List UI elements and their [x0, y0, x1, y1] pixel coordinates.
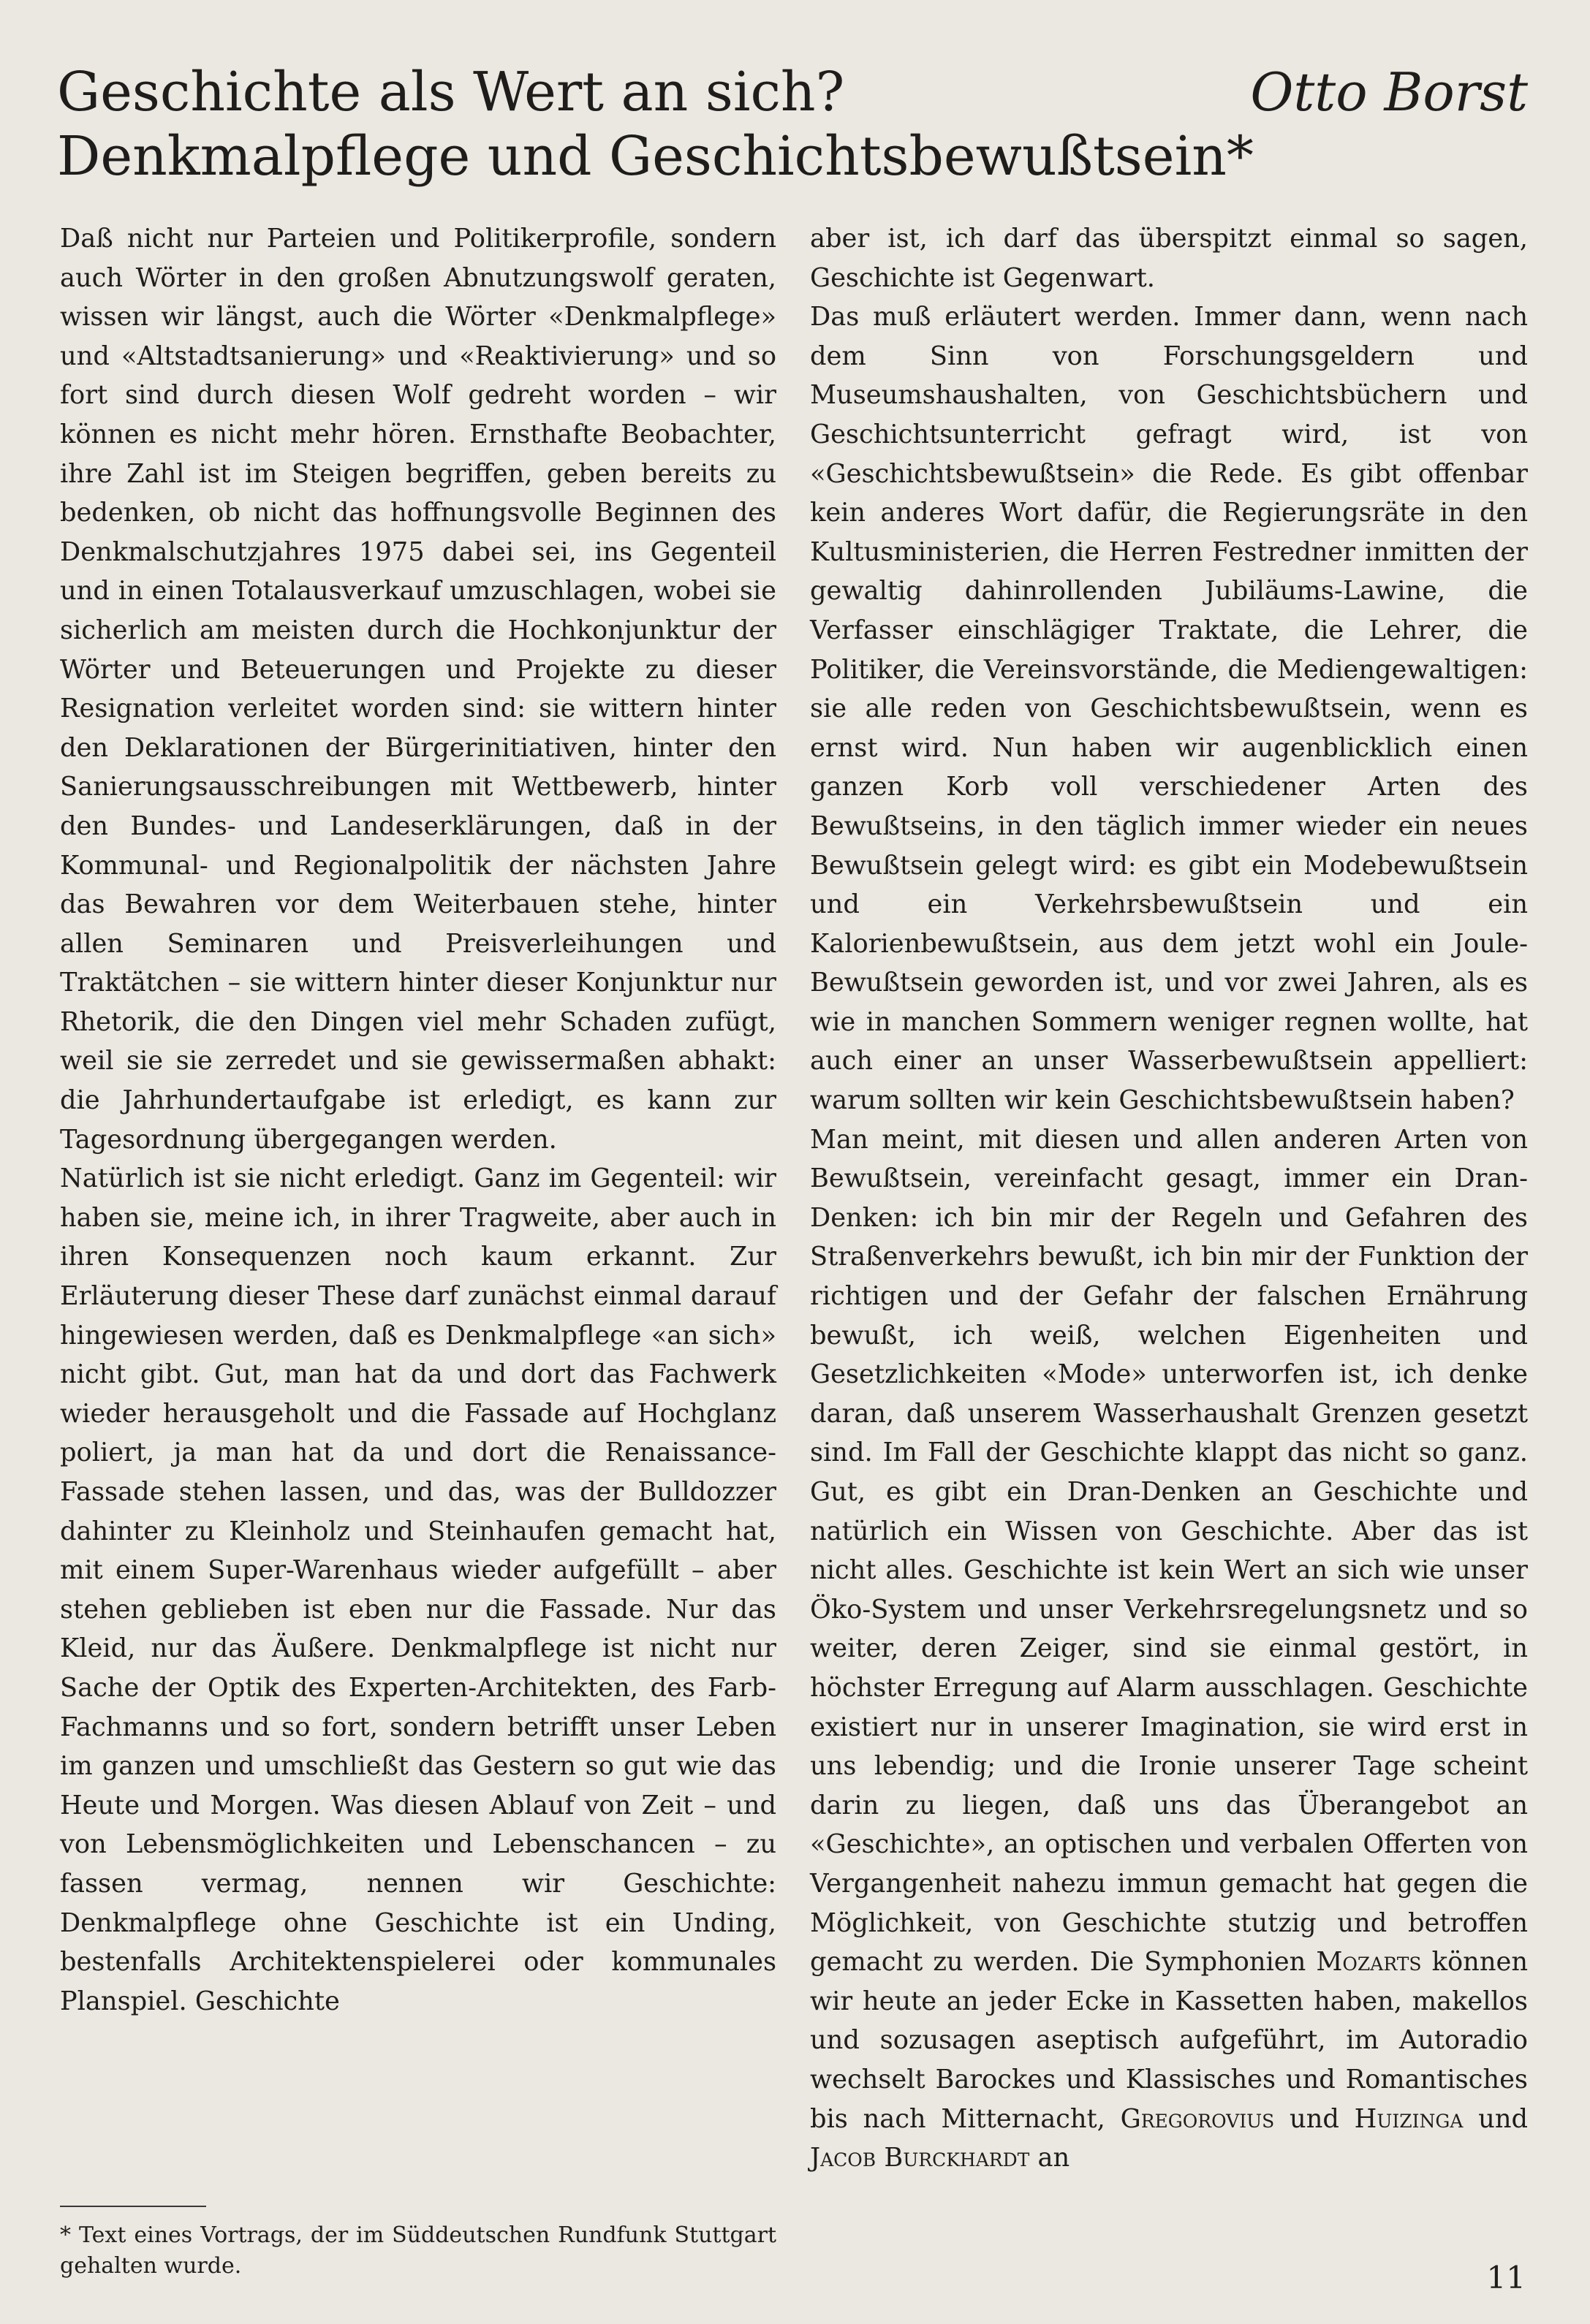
paragraph-text: können wir heute an jeder Ecke in Kassetten haben, makellos und sozusagen aseptisch aufgeführt, im Autoradio wechselt Barockes und Klassisches und Romantisches bis nach Mitternacht, [810, 1947, 1528, 2134]
person-name: Gregorovius [1120, 2103, 1275, 2134]
article-title [57, 60, 1300, 189]
person-name: Jacob Burckhardt [810, 2143, 1030, 2173]
paragraph-text: und [1290, 2103, 1339, 2134]
page-number: 11 [1486, 2260, 1526, 2295]
title-line-2: Denkmalpflege und Geschichtsbewußtsein* [57, 125, 1254, 188]
title-line-1: Geschichte als Wert an sich? [57, 61, 845, 124]
paragraph-text: an [1037, 2143, 1070, 2173]
left-column [60, 219, 776, 2021]
footnote-divider [60, 2206, 206, 2207]
paragraph-text: Man meint, mit diesen und allen anderen Arten von Bewußtsein, vereinfacht gesagt, immer ein Dran-Denken: ich bin mir der Regeln und Gefahren des Straßenverkehrs bewußt, ich bin mir der Funktion der richtigen und der Gefahr der falschen Ernährung bewußt, ich weiß, welchen Eigenheiten und Gesetzlichkeiten «Mode» unterworfen ist, ich denke daran, daß unserem Wasserhaushalt Grenzen gesetzt sind. Im Fall der Geschichte klappt das nicht so ganz. Gut, es gibt ein Dran-Denken an Geschichte und natürlich ein Wissen von Geschichte. Aber das ist nicht alles. Geschichte ist kein Wert an sich wie unser Öko-System und unser Verkehrsregelungsnetz und so weiter, deren Zeiger, sind sie einmal gestört, in höchster Erregung auf Alarm ausschlagen. Geschichte existiert nur in unserer Imagination, sie wird erst in uns lebendig; und die Ironie unserer Tage scheint darin zu liegen, daß uns das Überangebot an «Geschichte», an optischen und verbalen Offerten von Vergangenheit nahezu immun gemacht hat gegen die Möglichkeit, von Geschichte stutzig und betroffen gemacht zu werden. Die Symphonien [810, 1124, 1528, 1978]
paragraph-text: und [1478, 2103, 1529, 2134]
paragraph: Natürlich ist sie nicht erledigt. Ganz im Gegenteil: wir haben sie, meine ich, in ihrer Tragweite, aber auch in ihren Konsequenzen noch kaum erkannt. Zur Erläuterung dieser These darf zunächst einmal darauf hingewiesen werden, daß es Denkmalpflege «an sich» nicht gibt. Gut, man hat da und dort das Fachwerk wieder herausgeholt und die Fassade auf Hochglanz poliert, ja man hat da und dort die Renaissance-Fassade stehen lassen, und das, was der Bulldozzer dahinter zu Kleinholz und Steinhaufen gemacht hat, mit einem Super-Warenhaus wieder aufgefüllt – aber stehen geblieben ist eben nur die Fassade. Nur das Kleid, nur das Äußere. Denkmalpflege ist nicht nur Sache der Optik des Experten-Architekten, des Farb-Fachmanns und so fort, sondern betrifft unser Leben im ganzen und umschließt das Gestern so gut wie das Heute und Morgen. Was diesen Ablauf von Zeit – und von Lebensmöglichkeiten und Lebenschancen – zu fassen vermag, nennen wir Geschichte: Denkmalpflege ohne Geschichte ist ein Unding, bestenfalls Architektenspielerei oder kommunales Planspiel. Geschichte [60, 1163, 776, 2016]
paragraph: aber ist, ich darf das überspitzt einmal so sagen, Geschichte ist Gegenwart. [810, 224, 1528, 293]
footnote: * Text eines Vortrags, der im Süddeutschen Rundfunk Stuttgart gehalten wurde. [60, 2222, 776, 2279]
person-name: Mozarts [1316, 1947, 1422, 1978]
paragraph: Daß nicht nur Parteien und Politikerprofile, sondern auch Wörter in den großen Abnutzungswolf geraten, wissen wir längst, auch die Wörter «Denkmalpflege» und «Altstadtsanierung» und «Reaktivierung» und so fort sind durch diesen Wolf gedreht worden – wir können es nicht mehr hören. Ernsthafte Beobachter, ihre Zahl ist im Steigen begriffen, geben bereits zu bedenken, ob nicht das hoffnungsvolle Beginnen des Denkmalschutzjahres 1975 dabei sei, ins Gegenteil und in einen Totalausverkauf umzuschlagen, wobei sie sicherlich am meisten durch die Hochkonjunktur der Wörter und Beteuerungen und Projekte zu dieser Resignation verleitet worden sind: sie wittern hinter den Deklarationen der Bürgerinitiativen, hinter den Sanierungsausschreibungen mit Wettbewerb, hinter den Bundes- und Landeserklärungen, daß in der Kommunal- und Regionalpolitik der nächsten Jahre das Bewahren vor dem Weiterbauen stehe, hinter allen Seminaren und Preisverleihungen und Traktätchen – sie wittern hinter dieser Konjunktur nur Rhetorik, die den Dingen viel mehr Schaden zufügt, weil sie sie zerredet und sie gewissermaßen abhakt: die Jahrhundertaufgabe ist erledigt, es kann zur Tagesordnung übergegangen werden. [60, 224, 776, 1155]
right-column [810, 219, 1528, 2178]
paragraph: Das muß erläutert werden. Immer dann, wenn nach dem Sinn von Forschungsgeldern und Museumshaushalten, von Geschichtsbüchern und Geschichtsunterricht gefragt wird, ist von «Geschichtsbewußtsein» die Rede. Es gibt offenbar kein anderes Wort dafür, die Regierungsräte in den Kultusministerien, die Herren Festredner inmitten der gewaltig dahinrollenden Jubiläums-Lawine, die Verfasser einschlägiger Traktate, die Lehrer, die Politiker, die Vereinsvorstände, die Mediengewaltigen: sie alle reden von Geschichtsbewußtsein, wenn es ernst wird. Nun haben wir augenblicklich einen ganzen Korb voll verschiedener Arten des Bewußtseins, in den täglich immer wieder ein neues Bewußtsein gelegt wird: es gibt ein Modebewußtsein und ein Verkehrsbewußtsein und ein Kalorienbewußtsein, aus dem jetzt wohl ein Joule-Bewußtsein geworden ist, und vor zwei Jahren, als es wie in manchen Sommern weniger regnen wollte, hat auch einer an unser Wasserbewußtsein appelliert: warum sollten wir kein Geschichtsbewußtsein haben? [810, 302, 1528, 1116]
paragraph [810, 1120, 1528, 2178]
author-name: Otto Borst [1250, 61, 1528, 123]
person-name: Huizinga [1354, 2103, 1464, 2134]
